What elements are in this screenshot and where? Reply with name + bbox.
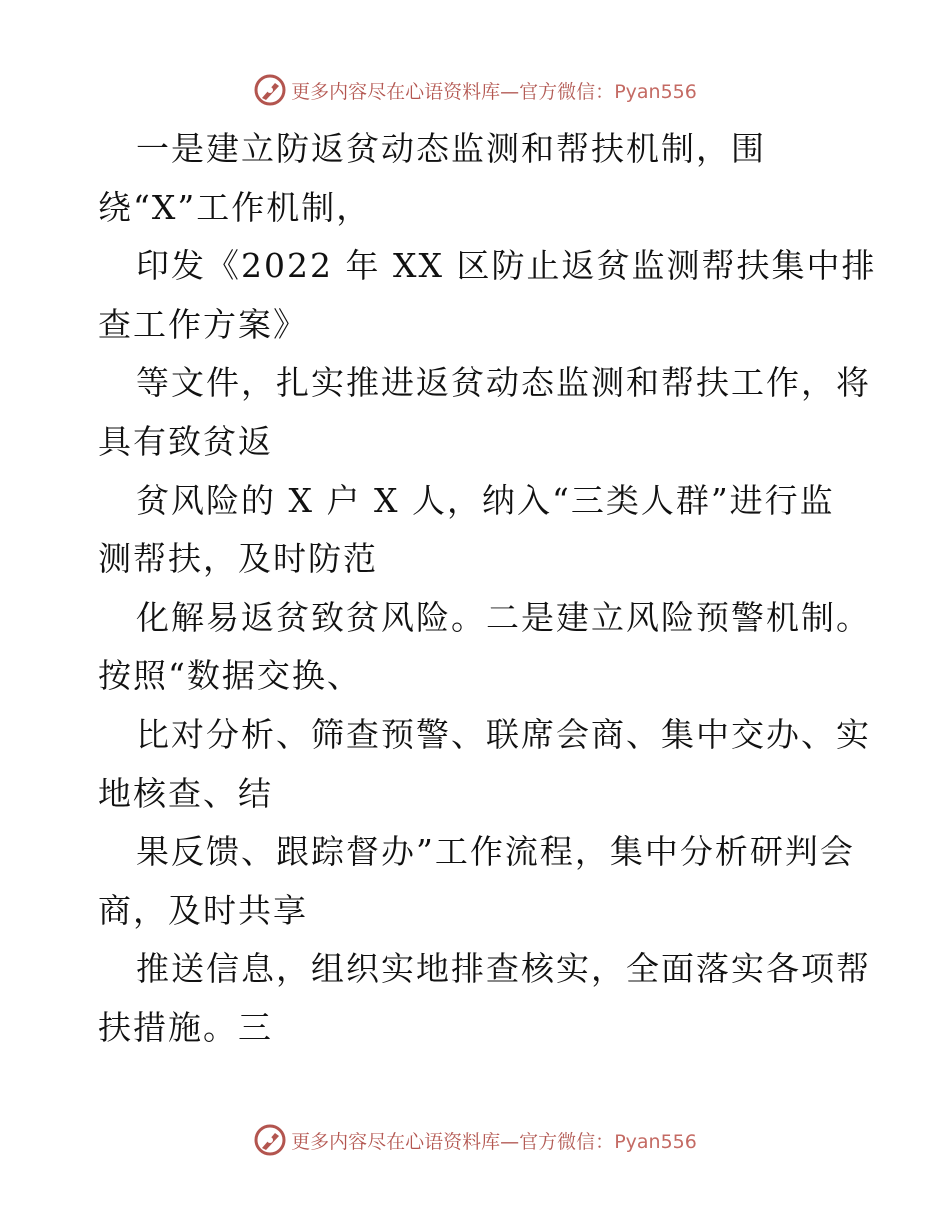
text-line: 商，及时共享 — [98, 890, 308, 930]
text-line: 推送信息，组织实地排查核实，全面落实各项帮 — [136, 949, 871, 989]
watermark-dash: — — [500, 1130, 520, 1153]
text-line: 印发《2022 年 XX 区防止返贫监测帮扶集中排 — [136, 246, 877, 286]
text-line: 绕“X”工作机制， — [98, 187, 372, 227]
pen-logo-icon — [253, 1123, 287, 1157]
text-line: 果反馈、跟踪督办”工作流程，集中分析研判会 — [136, 832, 855, 872]
text-line: 一是建立防返贫动态监测和帮扶机制，围 — [136, 129, 766, 168]
text-line: 比对分析、筛查预警、联席会商、集中交办、实 — [136, 714, 871, 754]
text-line: 具有致贫返 — [98, 421, 273, 461]
pen-logo-icon — [253, 73, 287, 107]
watermark-suffix: 官方微信： — [519, 1130, 615, 1153]
watermark-text — [291, 1127, 697, 1154]
watermark-suffix: 官方微信： — [519, 80, 615, 103]
watermark-dash: — — [500, 80, 520, 103]
watermark-id: Pyan556 — [614, 80, 697, 103]
watermark-text — [291, 77, 697, 104]
text-line: 按照“数据交换、 — [98, 656, 362, 696]
text-line: 扶措施。三 — [98, 1007, 273, 1047]
footer-watermark — [0, 1120, 950, 1160]
document-body — [98, 120, 877, 1058]
text-line: 贫风险的 X 户 X 人，纳入“三类人群”进行监 — [136, 480, 835, 520]
text-line: 测帮扶，及时防范 — [98, 539, 378, 579]
watermark-main: 更多内容尽在心语资料库 — [291, 80, 501, 103]
text-line: 化解易返贫致贫风险。二是建立风险预警机制。 — [136, 597, 871, 637]
text-line: 等文件，扎实推进返贫动态监测和帮扶工作，将 — [136, 363, 871, 403]
watermark-main: 更多内容尽在心语资料库 — [291, 1130, 501, 1153]
header-watermark — [0, 70, 950, 110]
watermark-id: Pyan556 — [614, 1130, 697, 1153]
text-line: 查工作方案》 — [98, 304, 308, 344]
text-line: 地核查、结 — [98, 773, 273, 813]
